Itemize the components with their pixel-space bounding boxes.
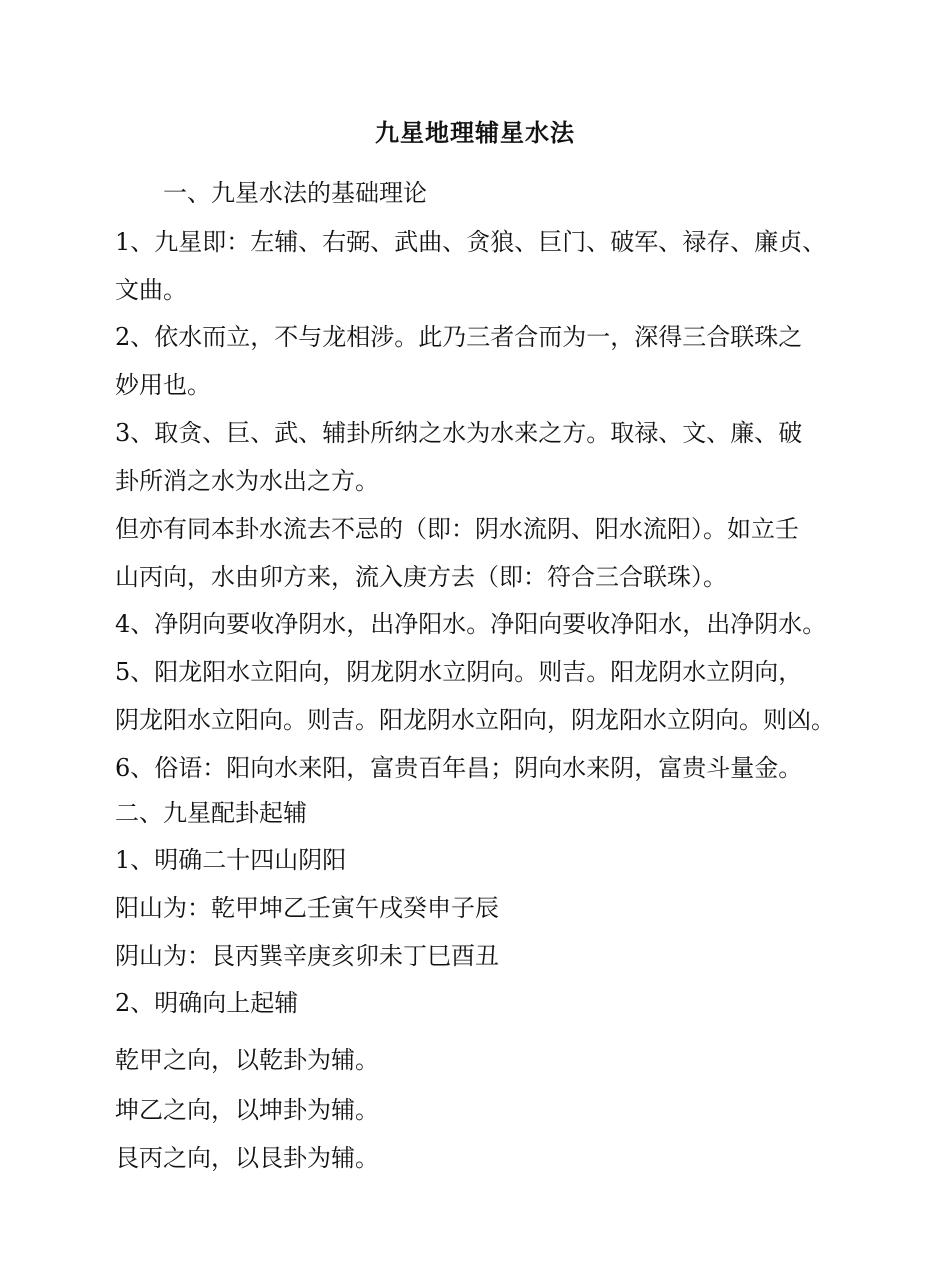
paragraph-line: 卦所消之水为水出之方。 <box>115 467 379 495</box>
paragraph-line: 2、依水而立，不与龙相涉。此乃三者合而为一，深得三合联珠之 <box>115 323 803 351</box>
section-heading-2: 二、九星配卦起辅 <box>115 799 307 827</box>
paragraph-line: 3、取贪、巨、武、辅卦所纳之水为水来之方。取禄、文、廉、破 <box>115 419 803 447</box>
paragraph-line: 乾甲之向，以乾卦为辅。 <box>115 1046 379 1074</box>
paragraph-line: 阴龙阳水立阳向。则吉。阳龙阴水立阳向，阴龙阳水立阴向。则凶。 <box>115 706 835 734</box>
paragraph-line: 阴山为：艮丙巽辛庚亥卯未丁巳酉丑 <box>115 942 499 970</box>
paragraph-line: 文曲。 <box>115 276 187 304</box>
paragraph-line: 艮丙之向，以艮卦为辅。 <box>115 1144 379 1172</box>
paragraph-line: 山丙向，水由卯方来，流入庚方去（即：符合三合联珠）。 <box>115 563 727 591</box>
paragraph-line: 2、明确向上起辅 <box>115 989 299 1017</box>
paragraph-line: 1、明确二十四山阴阳 <box>115 846 347 874</box>
paragraph-line: 坤乙之向，以坤卦为辅。 <box>115 1096 379 1124</box>
paragraph-line: 阳山为：乾甲坤乙壬寅午戌癸申子辰 <box>115 894 499 922</box>
document-title: 九星地理辅星水法 <box>375 119 575 147</box>
paragraph-line: 5、阳龙阳水立阳向，阴龙阴水立阴向。则吉。阳龙阴水立阴向， <box>115 658 803 686</box>
section-heading-1: 一、九星水法的基础理论 <box>163 179 427 207</box>
paragraph-line: 1、九星即：左辅、右弼、武曲、贪狼、巨门、破军、禄存、廉贞、 <box>115 228 827 256</box>
paragraph-line: 6、俗语：阳向水来阳，富贵百年昌；阴向水来阴，富贵斗量金。 <box>115 754 803 782</box>
paragraph-line: 4、净阴向要收净阴水，出净阳水。净阳向要收净阳水，出净阴水。 <box>115 610 827 638</box>
paragraph-line: 妙用也。 <box>115 371 211 399</box>
paragraph-line: 但亦有同本卦水流去不忌的（即：阴水流阴、阳水流阳）。如立壬 <box>115 515 799 543</box>
